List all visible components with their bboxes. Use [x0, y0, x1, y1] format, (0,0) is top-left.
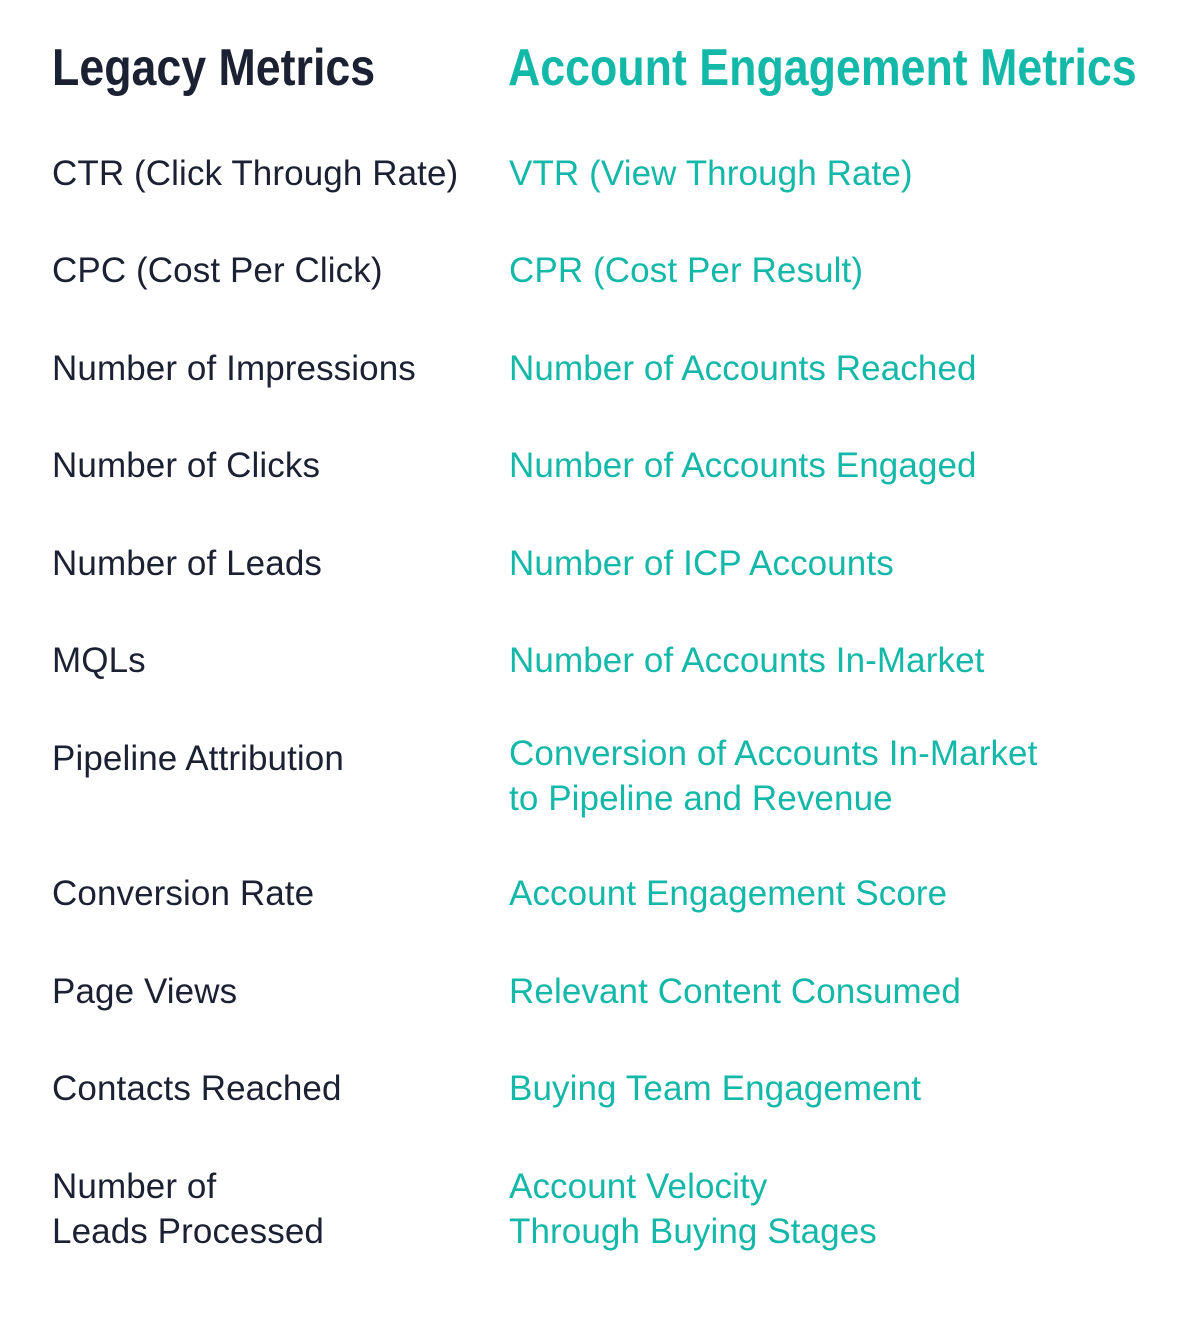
legacy-metric-conversion-rate: Conversion Rate: [52, 874, 315, 913]
legacy-metric-cpc: CPC (Cost Per Click): [52, 251, 383, 290]
legacy-metric-page-views: Page Views: [52, 972, 238, 1011]
engagement-metric-account-velocity: Account Velocity Through Buying Stages: [509, 1167, 877, 1251]
engagement-metric-engagement-score: Account Engagement Score: [509, 874, 948, 913]
legacy-metric-ctr: CTR (Click Through Rate): [52, 154, 459, 193]
legacy-metric-impressions: Number of Impressions: [52, 349, 416, 388]
legacy-metric-leads-processed: Number of Leads Processed: [52, 1167, 324, 1251]
engagement-metric-cpr: CPR (Cost Per Result): [509, 251, 864, 290]
legacy-metric-pipeline-attribution: Pipeline Attribution: [52, 739, 344, 778]
engagement-metric-accounts-reached: Number of Accounts Reached: [509, 349, 977, 388]
engagement-metric-conversion-to-pipeline: Conversion of Accounts In-Market to Pipeline and Revenue: [509, 734, 1038, 818]
engagement-metric-accounts-engaged: Number of Accounts Engaged: [509, 446, 977, 485]
legacy-metric-contacts-reached: Contacts Reached: [52, 1069, 342, 1108]
account-engagement-metrics-heading: Account Engagement Metrics: [508, 39, 1137, 97]
legacy-metric-clicks: Number of Clicks: [52, 446, 321, 485]
legacy-metrics-heading: Legacy Metrics: [52, 39, 376, 97]
engagement-metric-accounts-in-market: Number of Accounts In-Market: [509, 641, 985, 680]
legacy-metric-leads: Number of Leads: [52, 544, 322, 583]
engagement-metric-buying-team-engagement: Buying Team Engagement: [509, 1069, 922, 1108]
engagement-metric-vtr: VTR (View Through Rate): [509, 154, 913, 193]
engagement-metric-icp-accounts: Number of ICP Accounts: [509, 544, 894, 583]
legacy-metric-mqls: MQLs: [52, 641, 146, 680]
engagement-metric-content-consumed: Relevant Content Consumed: [509, 972, 961, 1011]
